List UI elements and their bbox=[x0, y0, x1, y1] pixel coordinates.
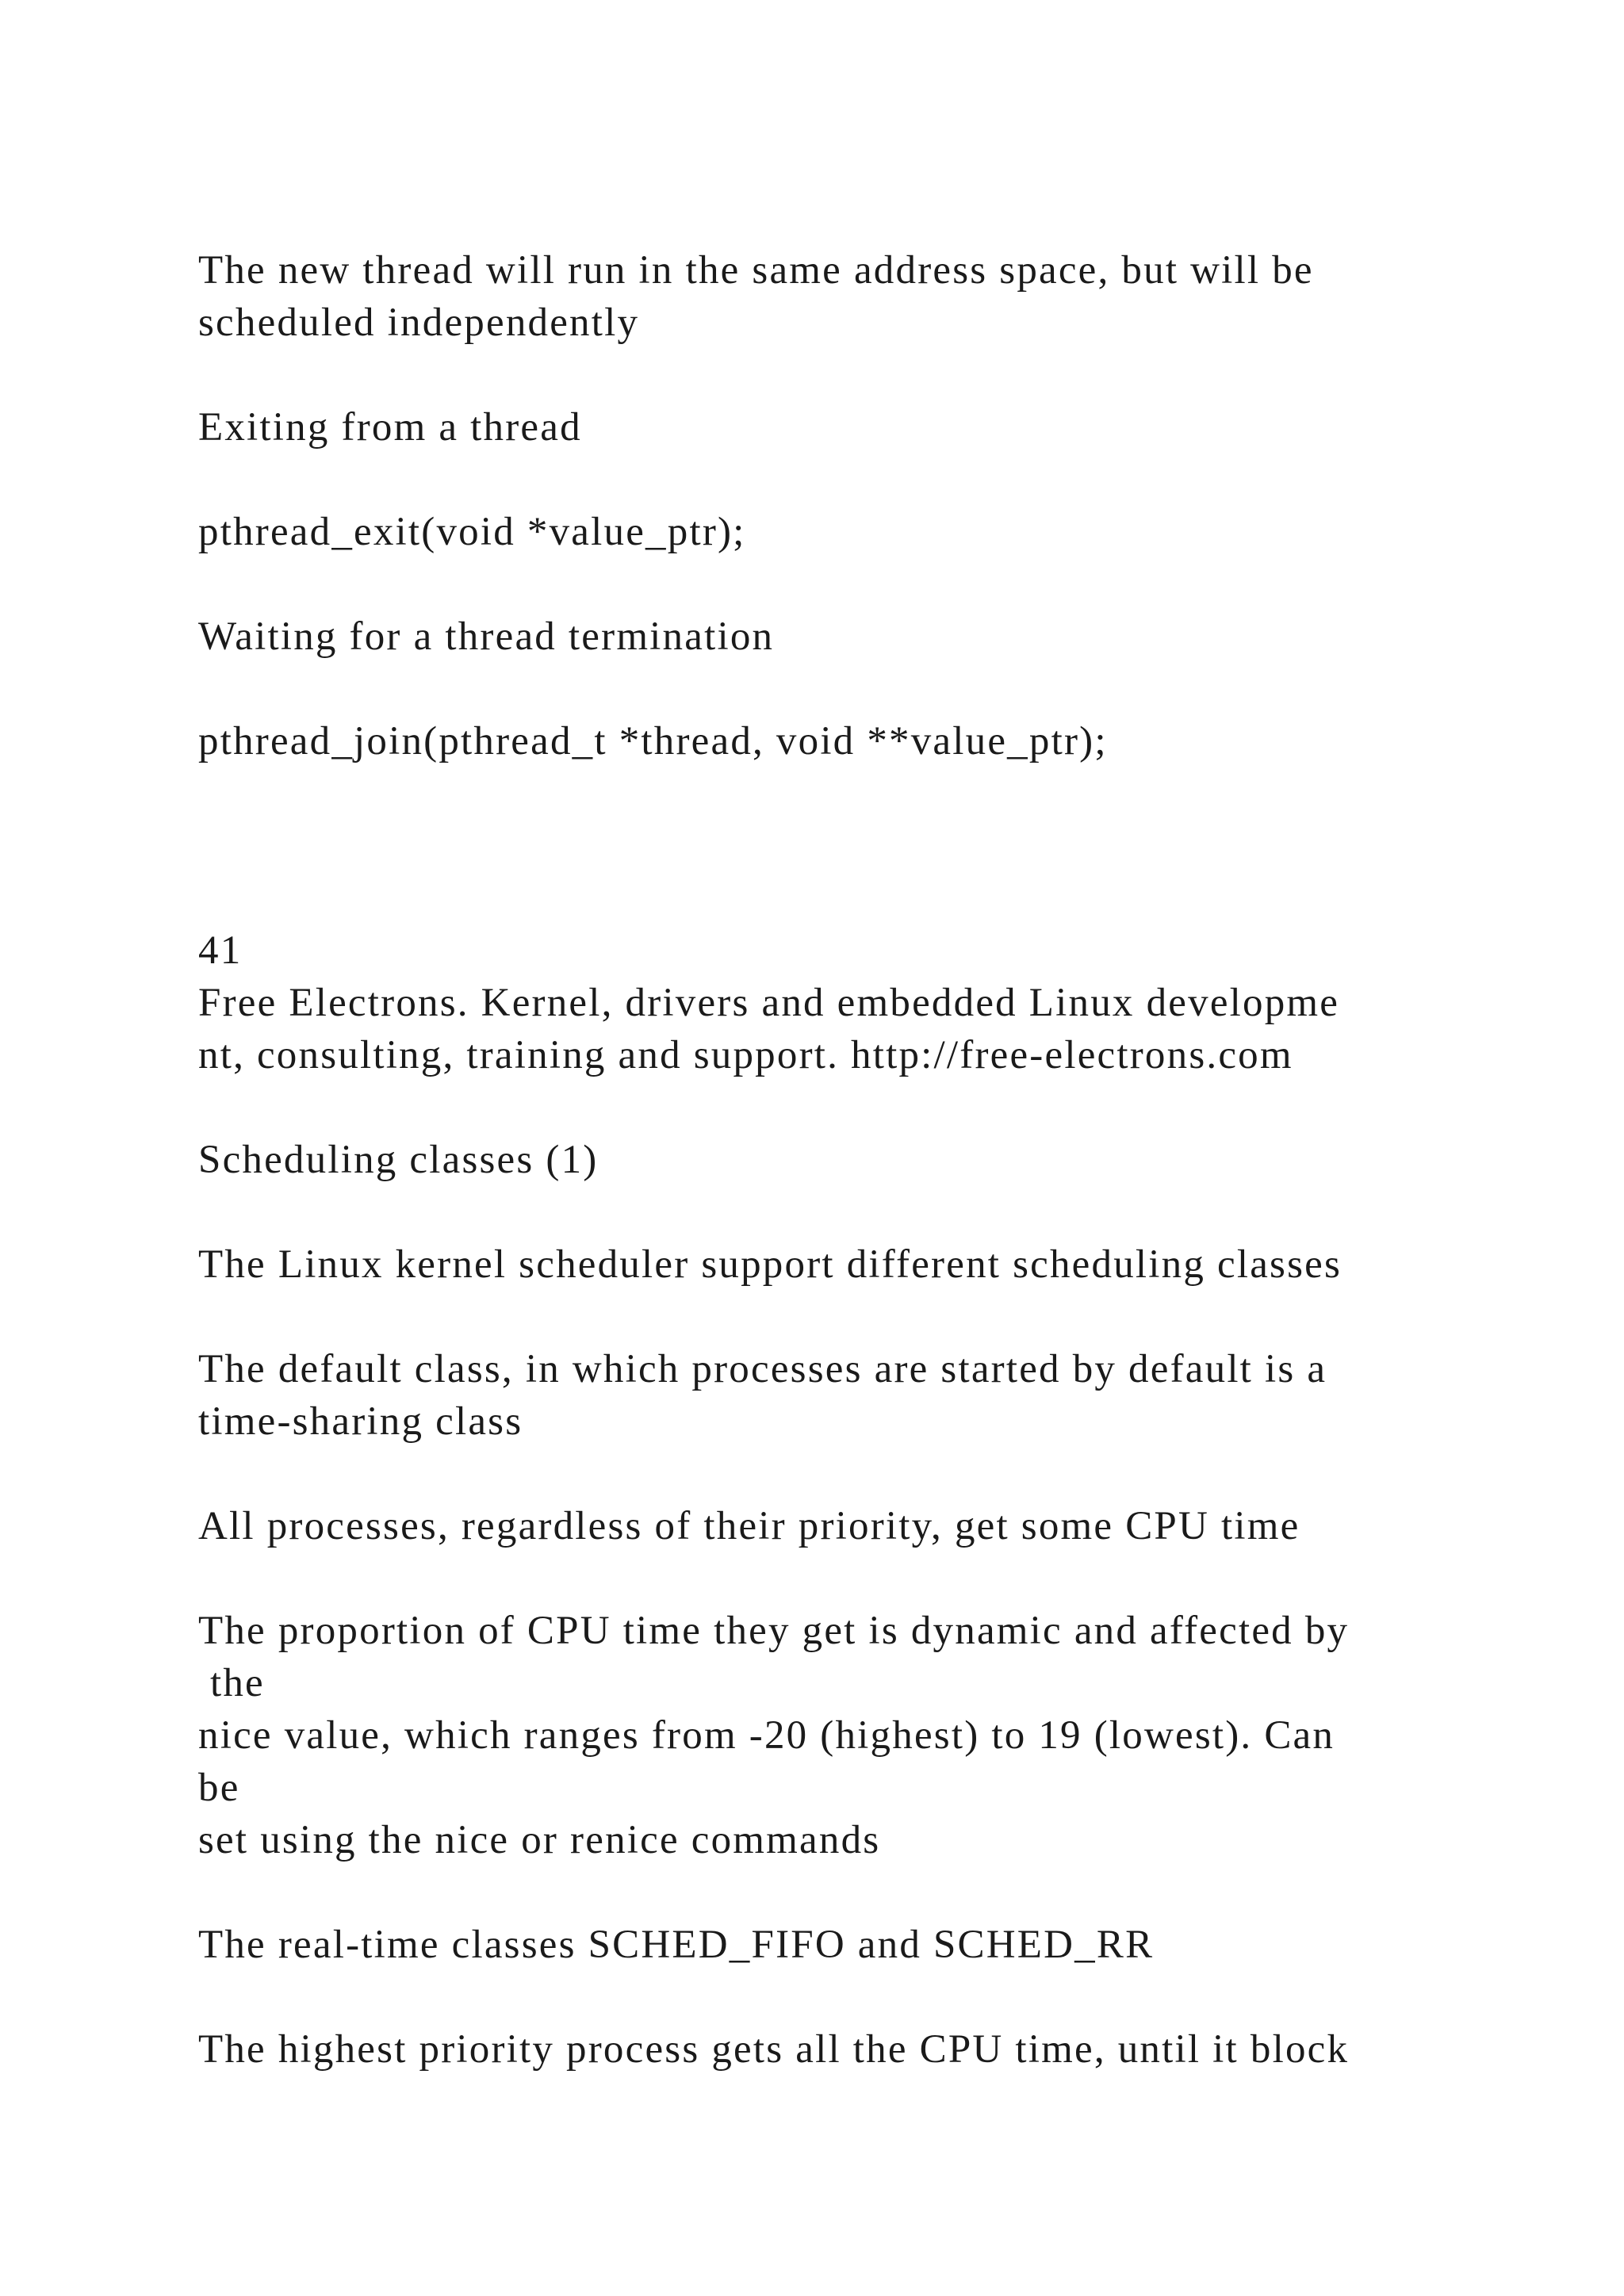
blank-line bbox=[198, 872, 1546, 924]
text-line: The Linux kernel scheduler support different scheduling classes bbox=[198, 1242, 1342, 1287]
text-line: the bbox=[198, 1661, 265, 1705]
text-line: set using the nice or renice commands bbox=[198, 1818, 881, 1862]
text-line: The new thread will run in the same address space, but will be bbox=[198, 248, 1314, 293]
blank-line bbox=[198, 1866, 1546, 1919]
text-line: Waiting for a thread termination bbox=[198, 614, 775, 659]
text-line: All processes, regardless of their priority, get some CPU time bbox=[198, 1504, 1300, 1548]
blank-line bbox=[198, 349, 1546, 401]
footer-line: Free Electrons. Kernel, drivers and embedded Linux developme bbox=[198, 981, 1340, 1025]
blank-line bbox=[198, 1552, 1546, 1605]
footer-line: nt, consulting, training and support. http://free-electrons.com bbox=[198, 1033, 1293, 1077]
blank-line bbox=[198, 1971, 1546, 2023]
text-line: Exiting from a thread bbox=[198, 405, 582, 450]
code-line: pthread_exit(void *value_ptr); bbox=[198, 510, 746, 554]
blank-line bbox=[198, 1448, 1546, 1500]
blank-line bbox=[198, 1186, 1546, 1238]
text-line: be bbox=[198, 1766, 240, 1810]
document-body bbox=[198, 244, 1546, 2076]
blank-line bbox=[198, 453, 1546, 506]
text-line: nice value, which ranges from -20 (highest) to 19 (lowest). Can bbox=[198, 1713, 1335, 1758]
text-line: The proportion of CPU time they get is dynamic and affected by bbox=[198, 1609, 1350, 1653]
slide-number: 41 bbox=[198, 928, 243, 973]
section-heading: Scheduling classes (1) bbox=[198, 1138, 599, 1182]
text-line: scheduled independently bbox=[198, 300, 640, 345]
text-line: The default class, in which processes are started by default is a bbox=[198, 1347, 1327, 1391]
text-line: The highest priority process gets all the CPU time, until it block bbox=[198, 2027, 1350, 2072]
text-line: The real-time classes SCHED_FIFO and SCHED_RR bbox=[198, 1923, 1155, 1967]
text-line: time-sharing class bbox=[198, 1399, 523, 1444]
blank-line bbox=[198, 820, 1546, 872]
code-line: pthread_join(pthread_t *thread, void **value_ptr); bbox=[198, 719, 1108, 763]
blank-line bbox=[198, 558, 1546, 610]
blank-line bbox=[198, 767, 1546, 820]
blank-line bbox=[198, 1291, 1546, 1343]
blank-line bbox=[198, 1081, 1546, 1134]
blank-line bbox=[198, 663, 1546, 715]
